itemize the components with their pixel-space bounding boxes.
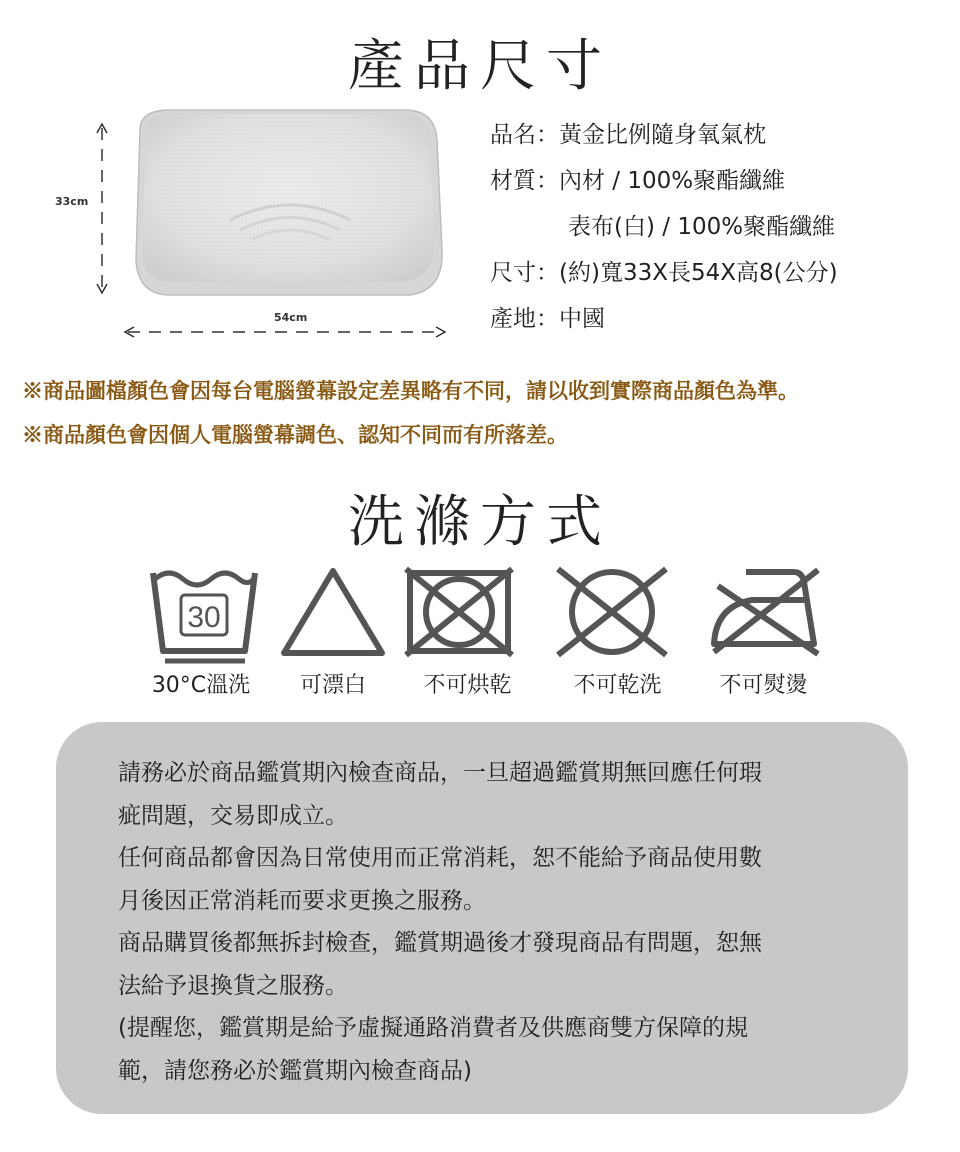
spec-material-cover: 表布(白) / 100%聚酯纖維 bbox=[568, 214, 836, 240]
policy-line: 月後因正常消耗而要求更換之服務。 bbox=[118, 888, 486, 914]
no-tumble-dry-icon bbox=[402, 565, 517, 660]
policy-line: 範，請您務必於鑑賞期內檢查商品) bbox=[118, 1058, 472, 1084]
wash-temp-text: 30 bbox=[187, 601, 221, 634]
no-iron-icon bbox=[706, 562, 826, 662]
product-size-title: 產品尺寸 bbox=[348, 34, 612, 99]
label-no-iron: 不可熨燙 bbox=[719, 673, 808, 698]
spec-origin: 產地：中國 bbox=[490, 306, 605, 332]
label-bleach: 可漂白 bbox=[299, 673, 366, 698]
spec-name: 品名：黃金比例隨身氧氣枕 bbox=[490, 122, 766, 148]
policy-box bbox=[56, 722, 908, 1114]
wash-30-icon bbox=[145, 565, 265, 665]
policy-line: 商品購買後都無拆封檢查，鑑賞期過後才發現商品有問題，恕無 bbox=[118, 930, 762, 956]
policy-line: 任何商品都會因為日常使用而正常消耗，恕不能給予商品使用數 bbox=[118, 845, 762, 871]
bleach-icon bbox=[278, 565, 388, 660]
width-label: 54cm bbox=[274, 311, 308, 324]
policy-line: (提醒您，鑑賞期是給予虛擬通路消費者及供應商雙方保障的規 bbox=[118, 1015, 748, 1041]
height-arrow bbox=[97, 124, 107, 293]
label-no-dry-clean: 不可乾洗 bbox=[573, 673, 662, 698]
pillow-image bbox=[40, 100, 460, 350]
height-label: 33cm bbox=[55, 195, 89, 208]
width-arrow bbox=[125, 327, 445, 337]
label-wash-30: 30°C溫洗 bbox=[151, 673, 251, 698]
label-no-tumble-dry: 不可烘乾 bbox=[423, 673, 512, 698]
policy-line: 疵問題，交易即成立。 bbox=[118, 803, 348, 829]
color-notice-1: ※商品圖檔顏色會因每台電腦螢幕設定差異略有不同，請以收到實際商品顏色為準。 bbox=[22, 378, 799, 403]
policy-line: 法給予退換貨之服務。 bbox=[118, 973, 348, 999]
no-dry-clean-icon bbox=[552, 565, 672, 660]
color-notice-2: ※商品顏色會因個人電腦螢幕調色、認知不同而有所落差。 bbox=[22, 422, 568, 447]
washing-title: 洗滌方式 bbox=[348, 490, 612, 555]
spec-size: 尺寸：(約)寬33X長54X高8(公分) bbox=[490, 260, 838, 286]
policy-line: 請務必於商品鑑賞期內檢查商品，一旦超過鑑賞期無回應任何瑕 bbox=[118, 760, 762, 786]
spec-material: 材質：內材 / 100%聚酯纖維 bbox=[490, 168, 786, 194]
